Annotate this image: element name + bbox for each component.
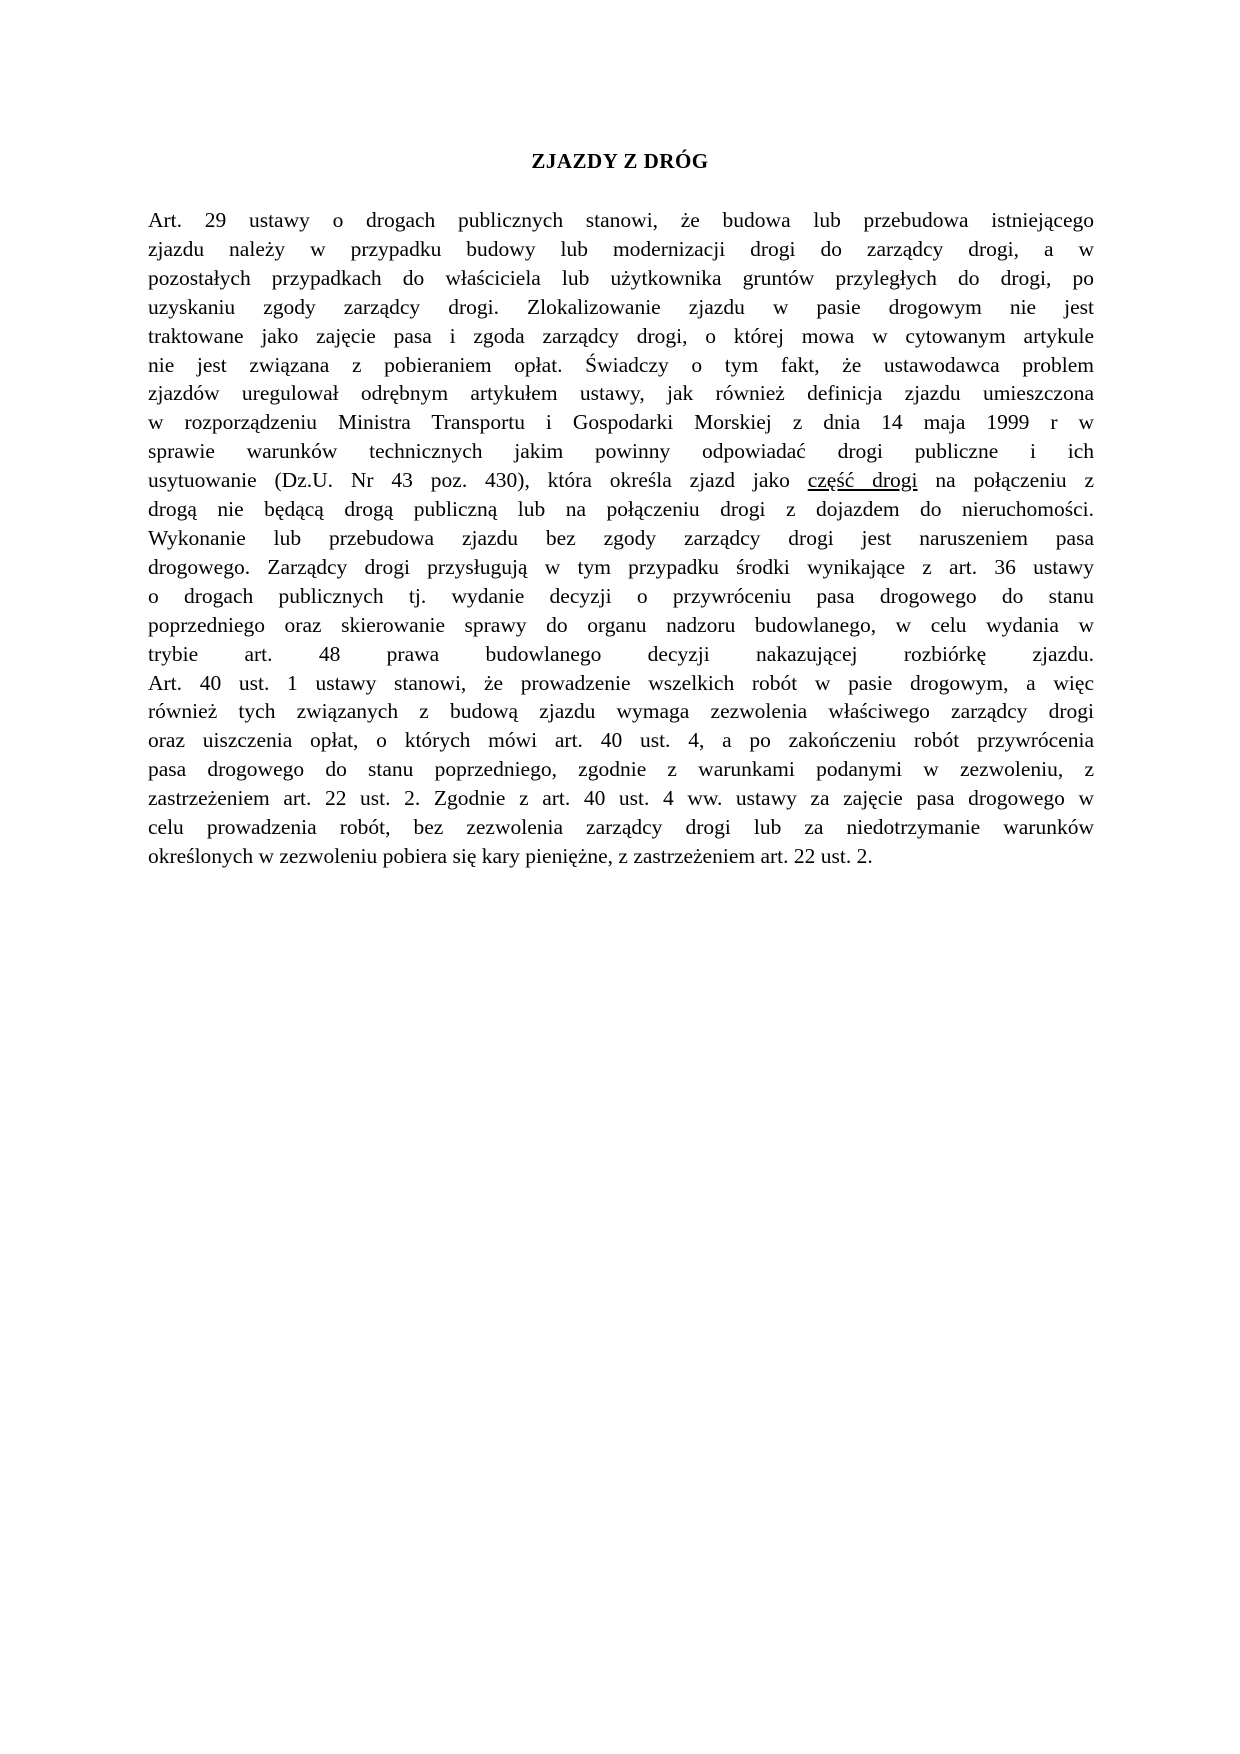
body-line: również tych związanych z budową zjazdu wymaga zezwolenia właściwego zarządcy drogi xyxy=(148,699,1094,724)
document-title: ZJAZDY Z DRÓG xyxy=(531,149,709,173)
underlined-term: część drogi xyxy=(807,468,918,493)
body-line-part: na połączeniu z xyxy=(917,468,1095,493)
body-line: oraz uiszczenia opłat, o których mówi art. 40 ust. 4, a po zakończeniu robót przywrócenia xyxy=(148,728,1094,753)
body-line: nie jest związana z pobieraniem opłat. Świadczy o tym fakt, że ustawodawca problem xyxy=(148,352,1094,377)
body-line: drogą nie będącą drogą publiczną lub na połączeniu drogi z dojazdem do nieruchomości. xyxy=(148,497,1094,522)
body-line: trybie art. 48 prawa budowlanego decyzji nakazującej rozbiórkę zjazdu. xyxy=(148,641,1094,666)
body-line: celu prowadzenia robót, bez zezwolenia zarządcy drogi lub za niedotrzymanie warunków xyxy=(148,815,1094,840)
body-line-last: określonych w zezwoleniu pobiera się kary pieniężne, z zastrzeżeniem art. 22 ust. 2. xyxy=(148,843,873,868)
body-line: zjazdów uregulował odrębnym artykułem ustawy, jak również definicja zjazdu umieszczona xyxy=(148,381,1094,406)
body-line: Art. 29 ustawy o drogach publicznych stanowi, że budowa lub przebudowa istniejącego xyxy=(148,208,1094,232)
body-line: zastrzeżeniem art. 22 ust. 2. Zgodnie z art. 40 ust. 4 ww. ustawy za zajęcie pasa drogowego w xyxy=(148,786,1094,811)
body-line: pozostałych przypadkach do właściciela lub użytkownika gruntów przyległych do drogi, po xyxy=(148,265,1094,290)
body-line: Wykonanie lub przebudowa zjazdu bez zgody zarządcy drogi jest naruszeniem pasa xyxy=(148,525,1094,550)
body-line: Art. 40 ust. 1 ustawy stanowi, że prowadzenie wszelkich robót w pasie drogowym, a więc xyxy=(148,670,1094,695)
body-line: o drogach publicznych tj. wydanie decyzji o przywróceniu pasa drogowego do stanu xyxy=(148,583,1094,608)
body-line: w rozporządzeniu Ministra Transportu i Gospodarki Morskiej z dnia 14 maja 1999 r w xyxy=(148,410,1094,435)
body-line: sprawie warunków technicznych jakim powinny odpowiadać drogi publiczne i ich xyxy=(148,439,1094,464)
body-line-part: usytuowanie (Dz.U. Nr 43 poz. 430), która określa zjazd jako xyxy=(148,468,808,493)
body-line: uzyskaniu zgody zarządcy drogi. Zlokalizowanie zjazdu w pasie drogowym nie jest xyxy=(148,294,1094,319)
body-line-with-term xyxy=(148,466,1094,495)
body-line: zjazdu należy w przypadku budowy lub modernizacji drogi do zarządcy drogi, a w xyxy=(148,236,1094,261)
body-line: traktowane jako zajęcie pasa i zgoda zarządcy drogi, o której mowa w cytowanym artykule xyxy=(148,323,1094,348)
body-line: drogowego. Zarządcy drogi przysługują w tym przypadku środki wynikające z art. 36 ustawy xyxy=(148,554,1094,579)
document-body xyxy=(148,206,1094,871)
body-line: poprzedniego oraz skierowanie sprawy do organu nadzoru budowlanego, w celu wydania w xyxy=(148,612,1094,637)
body-line: pasa drogowego do stanu poprzedniego, zgodnie z warunkami podanymi w zezwoleniu, z xyxy=(148,757,1094,782)
